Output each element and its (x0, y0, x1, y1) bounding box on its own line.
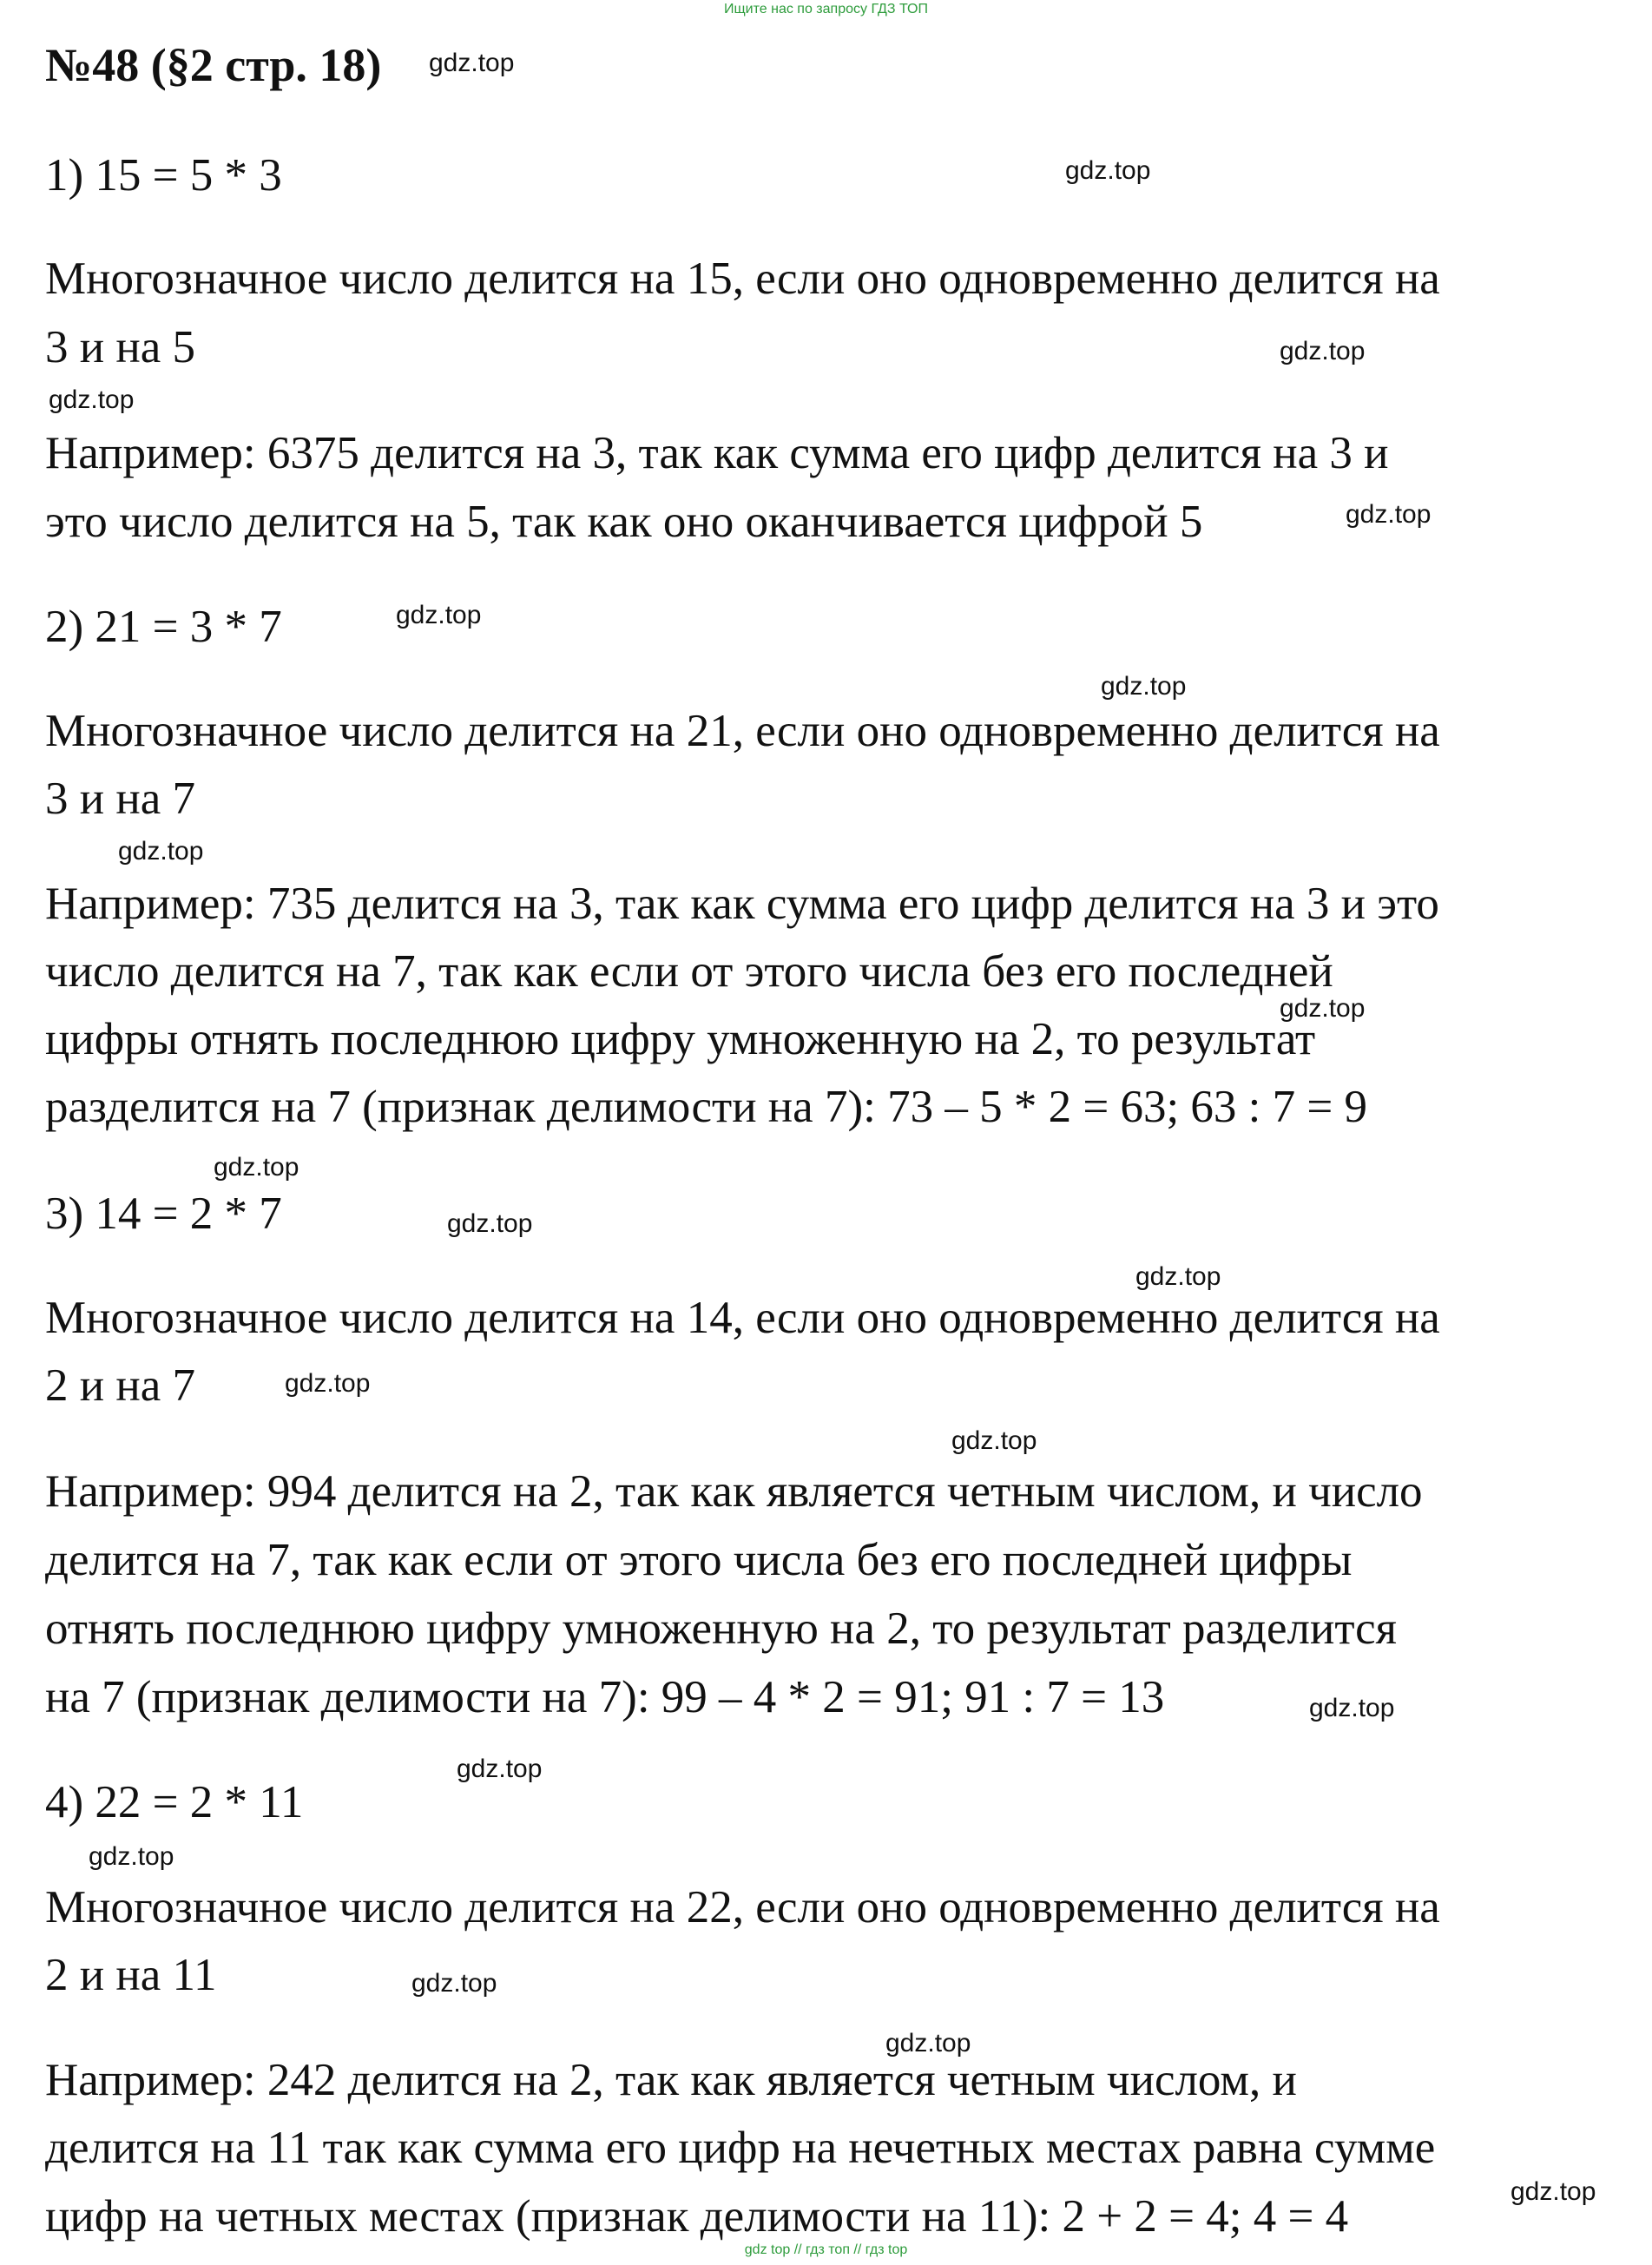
item-4-rule-line-2: 2 и на 11 (45, 1950, 217, 2000)
watermark: gdz.top (1346, 500, 1432, 529)
watermark: gdz.top (1309, 1694, 1395, 1722)
item-3-rule-line-2: 2 и на 7 (45, 1360, 196, 1411)
item-2-equation: 2) 21 = 3 * 7 (45, 602, 282, 652)
watermark: gdz.top (429, 49, 515, 77)
watermark: gdz.top (457, 1755, 543, 1783)
item-2-example-line-2: число делится на 7, так как если от этого числа без его последней (45, 946, 1333, 997)
page-title: №48 (§2 стр. 18) (45, 39, 382, 91)
item-3-example-line-4: на 7 (признак делимости на 7): 99 – 4 * 2 = 91; 91 : 7 = 13 (45, 1672, 1165, 1722)
item-3-equation: 3) 14 = 2 * 7 (45, 1188, 282, 1239)
watermark: gdz.top (447, 1209, 533, 1238)
watermark: gdz.top (89, 1842, 174, 1871)
item-4-example-line-2: делится на 11 так как сумма его цифр на нечетных местах равна сумме (45, 2123, 1436, 2173)
item-4-rule-line-1: Многозначное число делится на 22, если оно одновременно делится на (45, 1882, 1440, 1932)
watermark: gdz.top (1510, 2177, 1596, 2206)
watermark: gdz.top (1101, 672, 1187, 701)
item-1-example-line-1: Например: 6375 делится на 3, так как сумма его цифр делится на 3 и (45, 428, 1389, 478)
item-4-example-line-3: цифр на четных местах (признак делимости на 11): 2 + 2 = 4; 4 = 4 (45, 2191, 1349, 2242)
watermark: gdz.top (885, 2029, 971, 2058)
item-2-example-line-4: разделится на 7 (признак делимости на 7): 73 – 5 * 2 = 63; 63 : 7 = 9 (45, 1082, 1368, 1132)
item-1-rule-line-2: 3 и на 5 (45, 322, 196, 372)
item-1-rule-line-1: Многозначное число делится на 15, если оно одновременно делится на (45, 253, 1440, 304)
watermark: gdz.top (411, 1969, 497, 1998)
watermark: gdz.top (214, 1153, 299, 1182)
item-3-example-line-2: делится на 7, так как если от этого числа без его последней цифры (45, 1535, 1353, 1585)
item-3-example-line-1: Например: 994 делится на 2, так как является четным числом, и число (45, 1466, 1423, 1517)
item-3-example-line-3: отнять последнюю цифру умноженную на 2, то результат разделится (45, 1603, 1398, 1654)
item-1-equation: 1) 15 = 5 * 3 (45, 150, 282, 201)
watermark: gdz.top (396, 601, 482, 629)
watermark: gdz.top (1280, 337, 1366, 365)
watermark: gdz.top (1065, 156, 1151, 185)
item-4-example-line-1: Например: 242 делится на 2, так как является четным числом, и (45, 2055, 1297, 2105)
item-4-equation: 4) 22 = 2 * 11 (45, 1777, 304, 1827)
watermark: gdz.top (118, 837, 204, 866)
watermark: gdz.top (1135, 1262, 1221, 1291)
watermark: gdz.top (951, 1426, 1037, 1455)
item-3-rule-line-1: Многозначное число делится на 14, если оно одновременно делится на (45, 1293, 1440, 1343)
item-2-example-line-3: цифры отнять последнюю цифру умноженную на 2, то результат (45, 1014, 1316, 1064)
item-2-example-line-1: Например: 735 делится на 3, так как сумма его цифр делится на 3 и это (45, 879, 1439, 929)
watermark: gdz.top (285, 1369, 371, 1398)
item-2-rule-line-1: Многозначное число делится на 21, если оно одновременно делится на (45, 706, 1440, 756)
watermark: gdz.top (1280, 994, 1366, 1023)
item-1-example-line-2: это число делится на 5, так как оно оканчивается цифрой 5 (45, 497, 1203, 547)
watermark: gdz.top (49, 385, 135, 414)
header-banner: Ищите нас по запросу ГДЗ ТОП (724, 2, 928, 16)
footer-banner: gdz top // гдз топ // гдз top (744, 2242, 908, 2257)
item-2-rule-line-2: 3 и на 7 (45, 774, 196, 824)
